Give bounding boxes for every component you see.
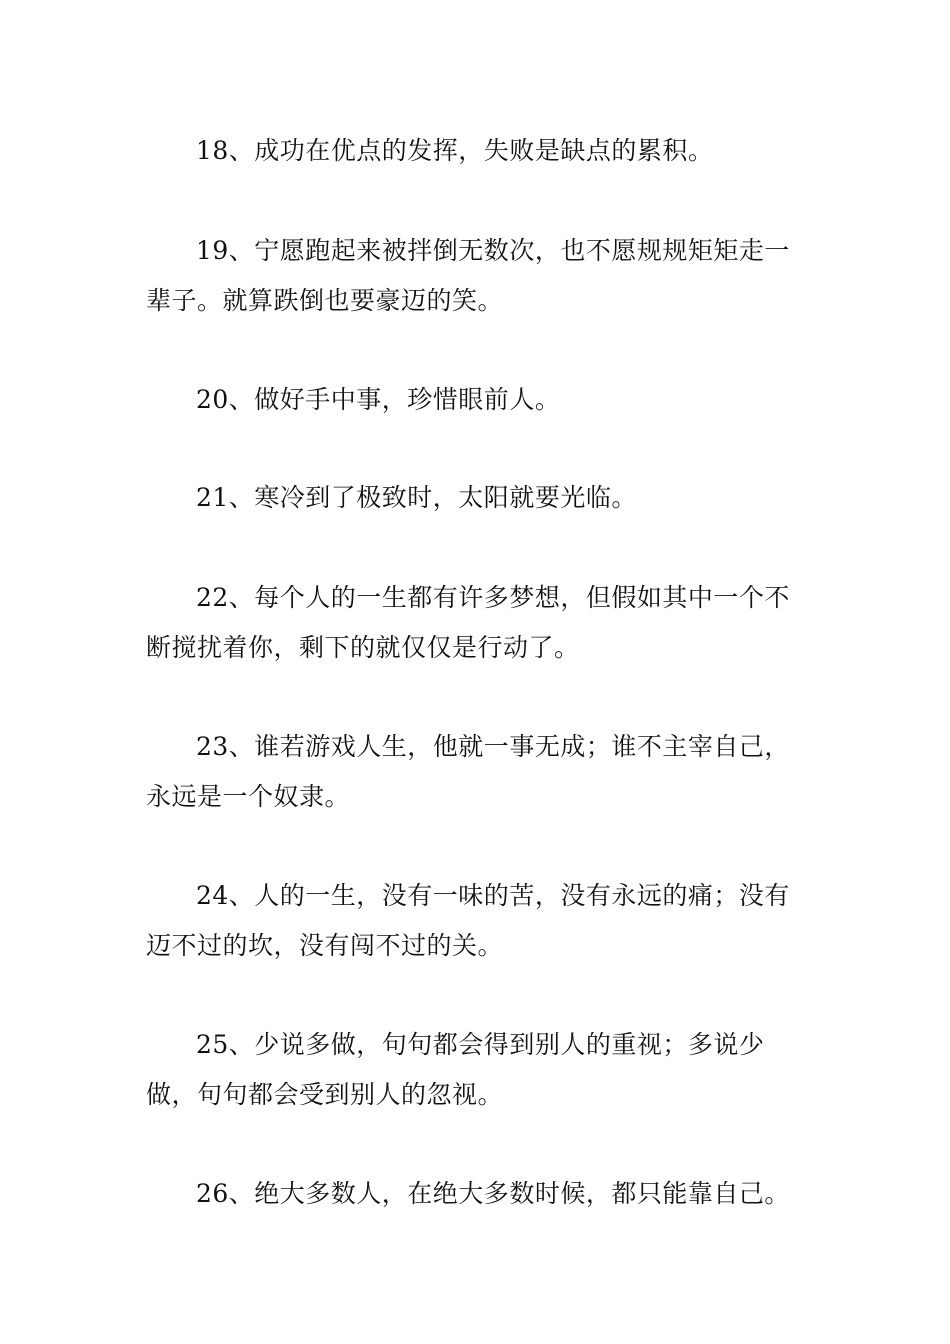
- quote-paragraph-23: 23、谁若游戏人生，他就一事无成；谁不主宰自己，永远是一个奴隶。: [146, 732, 790, 811]
- quote-paragraph-19: 19、宁愿跑起来被拌倒无数次，也不愿规规矩矩走一辈子。就算跌倒也要豪迈的笑。: [146, 236, 790, 315]
- quote-paragraph-18: 18、成功在优点的发挥，失败是缺点的累积。: [196, 136, 714, 165]
- quote-paragraph-22: 22、每个人的一生都有许多梦想，但假如其中一个不断搅扰着你，剩下的就仅仅是行动了。: [146, 583, 790, 662]
- quote-paragraph-26: 26、绝大多数人，在绝大多数时候，都只能靠自己。: [196, 1179, 790, 1208]
- quote-paragraph-24: 24、人的一生，没有一味的苦，没有永远的痛；没有迈不过的坎，没有闯不过的关。: [146, 881, 790, 960]
- quote-paragraph-21: 21、寒冷到了极致时，太阳就要光临。: [196, 483, 637, 512]
- quote-paragraph-25: 25、少说多做，句句都会得到别人的重视；多说少做，句句都会受到别人的忽视。: [146, 1030, 765, 1109]
- quote-paragraph-20: 20、做好手中事，珍惜眼前人。: [196, 385, 561, 414]
